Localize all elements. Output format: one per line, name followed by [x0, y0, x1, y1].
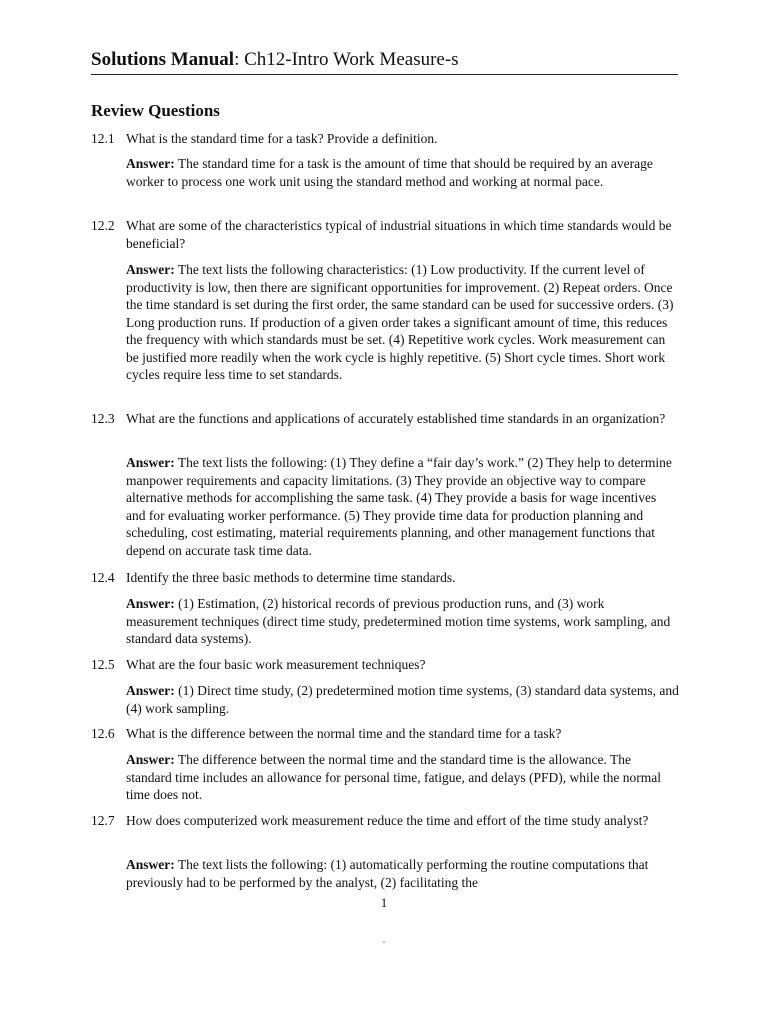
- question-number: 12.1: [91, 131, 115, 146]
- question-text: How does computerized work measurement reduce the time and effort of the time study analyst?: [126, 813, 649, 828]
- answer-label: Answer:: [126, 455, 175, 470]
- question-number: 12.4: [91, 570, 115, 585]
- answer-12-6: [126, 751, 679, 804]
- answer-label: Answer:: [126, 262, 175, 277]
- answer-text: The text lists the following: (1) automatically performing the routine computations that previously had to be performed by the analyst, (2) facilitating the: [126, 857, 649, 890]
- question-number: 12.7: [91, 813, 115, 828]
- question-number: 12.5: [91, 657, 115, 672]
- question-12-6: [91, 725, 679, 743]
- question-number: 12.3: [91, 411, 115, 426]
- document-header: [91, 48, 678, 75]
- answer-text: The text lists the following characteristics: (1) Low productivity. If the current level of productivity is low, then there are significant opportunities for improvement. (2) Repeat orders. Once the time standard is set during the first order, the same standard can be used for successive orders. (3) Long production runs. If production of a given order takes a significant amount of time, this reduces the frequency with which standards must be set. (4) Repetitive work cycles. Work measurement can be justified more readily when the work cycle is highly repetitive. (5) Short cycle times. Short work cycles require less time to set standards.: [126, 262, 674, 382]
- question-12-3: [91, 410, 679, 428]
- answer-12-5: [126, 682, 679, 717]
- answer-text: The difference between the normal time and the standard time is the allowance. The standard time includes an allowance for personal time, fatigue, and delays (PFD), while the normal time does not.: [126, 752, 661, 802]
- answer-text: The text lists the following: (1) They define a “fair day’s work.” (2) They help to determine manpower requirements and capacity limitations. (3) They provide an objective way to compare alternative methods for accomplishing the same task. (4) They provide a basis for wage incentives and for evaluating worker performance. (5) They provide time data for production planning and scheduling, cost estimating, material requirements planning, and other management functions that depend on accurate task time data.: [126, 455, 672, 558]
- footer-mark: .: [382, 932, 386, 946]
- answer-label: Answer:: [126, 596, 175, 611]
- answer-text: The standard time for a task is the amount of time that should be required by an average worker to process one work unit using the standard method and working at normal pace.: [126, 156, 653, 189]
- question-number: 12.6: [91, 726, 115, 741]
- question-text: What are some of the characteristics typical of industrial situations in which time standards would be beneficial?: [126, 218, 672, 251]
- question-text: Identify the three basic methods to determine time standards.: [126, 570, 456, 585]
- answer-12-4: [126, 595, 679, 648]
- question-text: What is the difference between the normal time and the standard time for a task?: [126, 726, 562, 741]
- answer-label: Answer:: [126, 683, 175, 698]
- question-12-7: [91, 812, 679, 830]
- section-title: Review Questions: [91, 101, 220, 120]
- header-title-rest: : Ch12-Intro Work Measure-s: [234, 49, 459, 70]
- question-number: 12.2: [91, 218, 115, 233]
- answer-text: (1) Direct time study, (2) predetermined motion time systems, (3) standard data systems, and (4) work sampling.: [126, 683, 679, 716]
- answer-text: (1) Estimation, (2) historical records of previous production runs, and (3) work measurement techniques (direct time study, predetermined motion time systems, work sampling, and standard data systems).: [126, 596, 671, 646]
- question-12-4: [91, 569, 679, 587]
- answer-label: Answer:: [126, 857, 175, 872]
- answer-12-2: [126, 261, 679, 384]
- question-12-5: [91, 656, 679, 674]
- answer-12-3: [126, 454, 679, 559]
- answer-12-1: [126, 155, 679, 190]
- question-12-2: [91, 217, 679, 252]
- question-12-1: [91, 130, 679, 148]
- question-text: What are the functions and applications of accurately established time standards in an organization?: [126, 411, 666, 426]
- question-text: What is the standard time for a task? Provide a definition.: [126, 131, 438, 146]
- answer-12-7: [126, 856, 679, 891]
- question-text: What are the four basic work measurement techniques?: [126, 657, 426, 672]
- answer-label: Answer:: [126, 752, 175, 767]
- header-title-bold: Solutions Manual: [91, 49, 235, 70]
- answer-label: Answer:: [126, 156, 175, 171]
- page-number: 1: [380, 895, 388, 910]
